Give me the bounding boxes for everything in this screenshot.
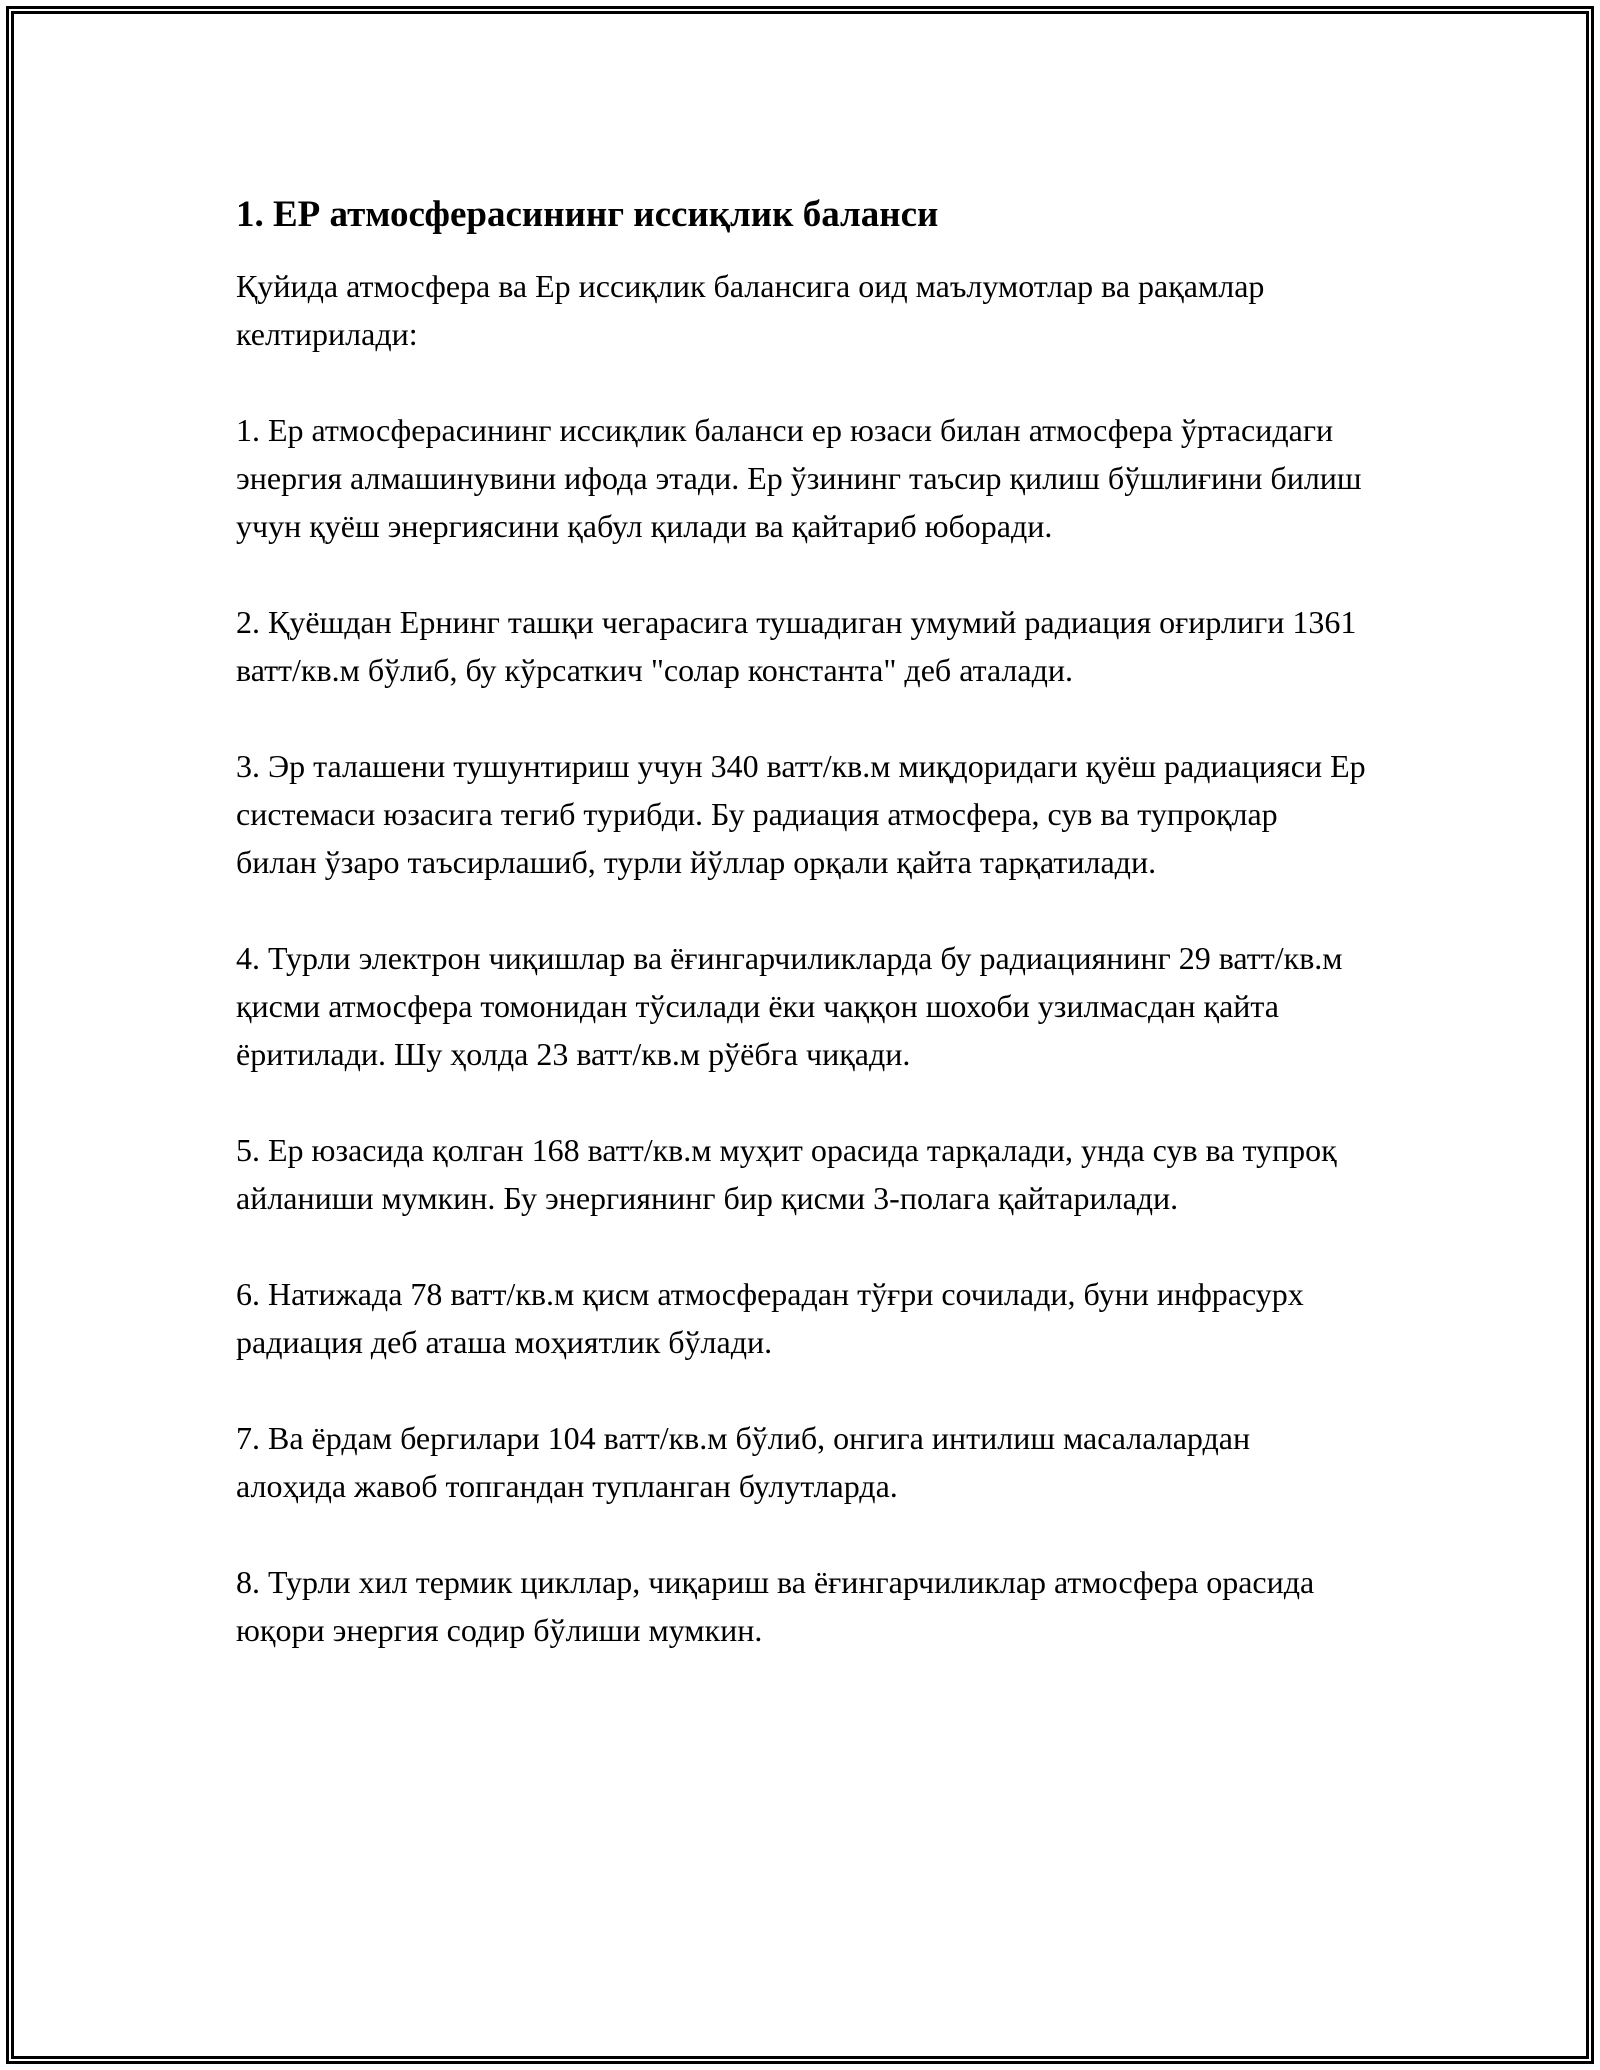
document-title: 1. ЕР атмосферасининг иссиқлик баланси [236, 194, 939, 235]
intro-paragraph: Қуйида атмосфера ва Ер иссиқлик балансига оид маълумотлар ва рақамлар келтирилади: [236, 268, 1265, 352]
list-item-6: 6. Натижада 78 ватт/кв.м қисм атмосферадан тўғри сочилади, буни инфрасурх радиация деб аташа моҳиятлик бўлади. [236, 1276, 1304, 1360]
list-item-8: 8. Турли хил термик цикллар, чиқариш ва ёғингарчиликлар атмосфера орасида юқори энергия содир бўлиши мумкин. [236, 1564, 1315, 1648]
list-item-7: 7. Ва ёрдам бергилари 104 ватт/кв.м бўлиб, онгига интилиш масалалардан алоҳида жавоб топгандан тупланган булутларда. [236, 1420, 1251, 1504]
list-item-5: 5. Ер юзасида қолган 168 ватт/кв.м муҳит орасида тарқалади, унда сув ва тупроқ айланиши мумкин. Бу энергиянинг бир қисми 3-полага қайтарилади. [236, 1132, 1337, 1216]
list-item-2: 2. Қуёшдан Ернинг ташқи чегарасига тушадиган умумий радиация оғирлиги 1361 ватт/кв.м бўлиб, бу кўрсаткич "солар константа" деб аталади. [236, 604, 1357, 688]
list-item-4: 4. Турли электрон чиқишлар ва ёғингарчиликларда бу радиациянинг 29 ватт/кв.м қисми атмосфера томонидан тўсилади ёки чаққон шохоби узилмасдан қайта ёритилади. Шу ҳолда 23 ватт/кв.м рўёбга чиқади. [236, 940, 1343, 1072]
document-body [236, 186, 1366, 1654]
list-item-3: 3. Эр талашени тушунтириш учун 340 ватт/кв.м миқдоридаги қуёш радиацияси Ер системаси юзасига тегиб турибди. Бу радиация атмосфера, сув ва тупроқлар билан ўзаро таъсирлашиб, турли йўллар орқали қайта тарқатилади. [236, 748, 1366, 880]
list-item-1: 1. Ер атмосферасининг иссиқлик баланси ер юзаси билан атмосфера ўртасидаги энергия алмашинувини ифода этади. Ер ўзининг таъсир қилиш бўшлиғини билиш учун қуёш энергиясини қабул қилади ва қайтариб юборади. [236, 412, 1362, 544]
